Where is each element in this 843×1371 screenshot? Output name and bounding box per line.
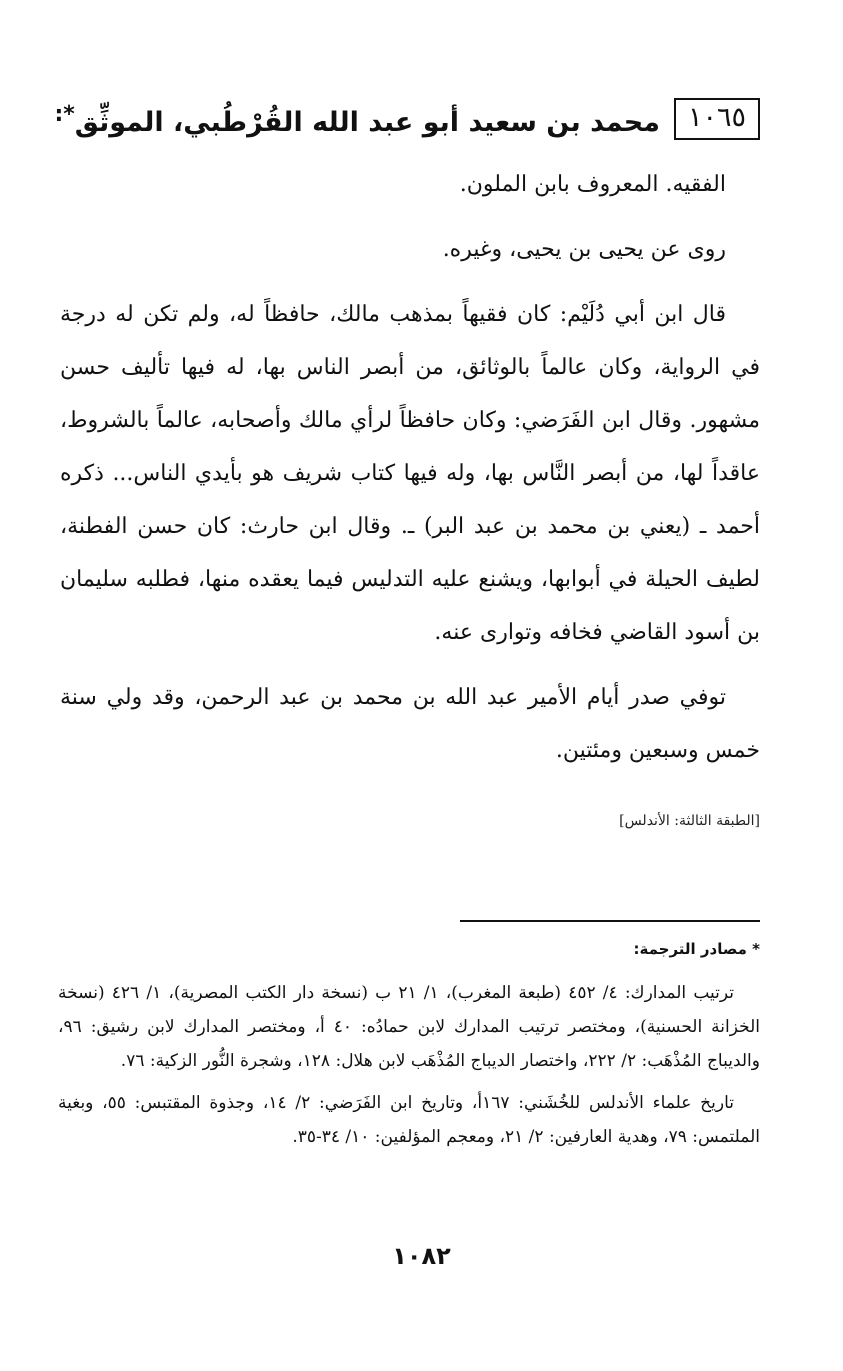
footnote-marker: *: — [54, 102, 75, 127]
entry-heading — [54, 94, 760, 144]
source-note: [الطبقة الثالثة: الأندلس] — [619, 813, 760, 829]
body-paragraph-4: توفي صدر أيام الأمير عبد الله بن محمد بن عبد الرحمن، وقد ولي سنة خمس وسبعين ومئتين. — [60, 685, 760, 763]
body-paragraph-3: قال ابن أبي دُلَيْم: كان فقيهاً بمذهب مالك، حافظاً له، ولم تكن له درجة في الرواية، وكان عالماً بالوثائق، من أبصر الناس بها، له فيها تأليف حسن مشهور. وقال ابن الفَرَضي: وكان حافظاً لرأي مالك وأصحابه، عالماً بالشروط، عاقداً لها، من أبصر النَّاس بها، وله فيها كتاب شريف هو بأيدي الناس... ذكره أحمد ـ (يعني بن محمد بن عبد البر) ـ. وقال ابن حارث: كان حسن الفطنة، لطيف الحيلة في أبوابها، ويشنع عليه التدليس فيما يعقده منها، فطلبه سليمان بن أسود القاضي فخافه وتوارى عنه. — [60, 302, 760, 645]
footnote-divider — [460, 920, 760, 922]
body-paragraph-2: روى عن يحيى بن يحيى، وغيره. — [442, 237, 726, 262]
body-paragraph-1: الفقيه. المعروف بابن الملون. — [459, 172, 726, 197]
footnote-paragraph-2: تاريخ علماء الأندلس للخُشَني: ١٦٧أ، وتاريخ ابن الفَرَضي: ٢/ ١٤، وجذوة المقتبس: ٥٥، وبغية الملتمس: ٧٩، وهدية العارفين: ٢/ ٢١، ومعجم المؤلفين: ١٠/ ٣٤-٣٥. — [58, 1093, 760, 1147]
entry-title — [54, 94, 660, 144]
entry-body — [60, 158, 760, 777]
entry-title-text: محمد بن سعيد أبو عبد الله القُرْطُبي، الموثِّق — [74, 107, 660, 138]
footnotes — [58, 932, 760, 1154]
footnotes-heading: * مصادر الترجمة: — [633, 940, 760, 958]
entry-number-box: ١٠٦٥ — [674, 98, 760, 140]
page-number: ١٠٨٢ — [392, 1242, 451, 1270]
footnote-paragraph-1: ترتيب المدارك: ٤/ ٤٥٢ (طبعة المغرب)، ١/ ٢١ ب (نسخة دار الكتب المصرية)، ١/ ٤٢٦ (نسخة الخزانة الحسنية)، ومختصر ترتيب المدارك لابن حمادُه: ٤٠ أ، ومختصر المدارك لابن رشيق: ٩٦، والديباج المُذْهَب: ٢/ ٢٢٢، واختصار الديباج المُذْهَب لابن هلال: ١٢٨، وشجرة النُّور الزكية: ٧٦. — [58, 983, 760, 1071]
